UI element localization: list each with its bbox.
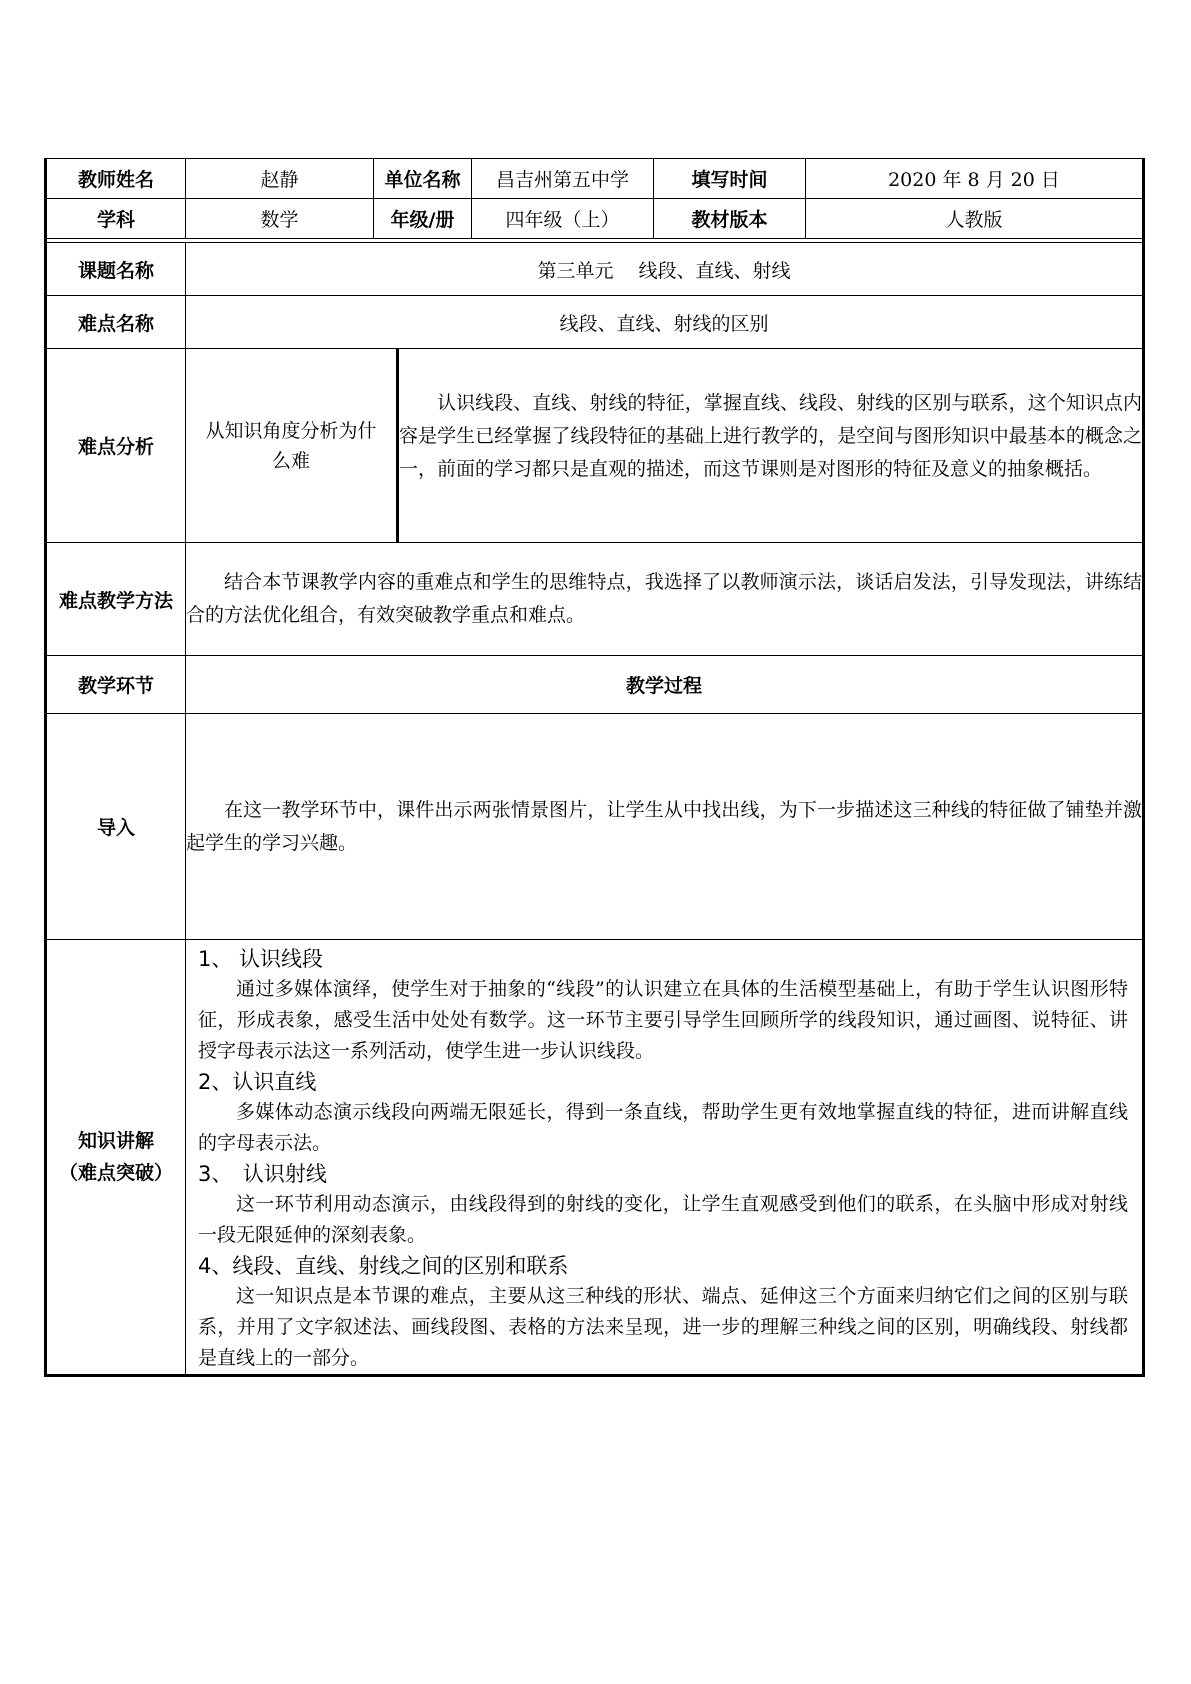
unit-name-value: 昌吉州第五中学 <box>472 159 654 199</box>
difficulty-row <box>46 296 1144 349</box>
section-4-title: 4、线段、直线、射线之间的区别和联系 <box>198 1254 569 1278</box>
analysis-row <box>46 349 1144 543</box>
grade-value: 四年级（上） <box>472 199 654 239</box>
header-row-1 <box>46 159 1144 199</box>
method-text: 结合本节课教学内容的重难点和学生的思维特点，我选择了以教师演示法，谈话启发法，引导发现法，讲练结合的方法优化组合，有效突破教学重点和难点。 <box>186 543 1144 656</box>
teacher-name-value: 赵静 <box>186 159 374 199</box>
difficulty-value: 线段、直线、射线的区别 <box>186 296 1144 349</box>
fill-date-label: 填写时间 <box>654 159 806 199</box>
section-1-title: 1、 认识线段 <box>198 947 324 971</box>
section-3 <box>186 1159 1142 1251</box>
section-1-text: 通过多媒体演绎，使学生对于抽象的“线段”的认识建立在具体的生活模型基础上，有助于学生认识图形特征，形成表象，感受生活中处处有数学。这一环节主要引导学生回顾所学的线段知识，通过画图、说特征、讲授字母表示法这一系列活动，使学生进一步认识线段。 <box>198 978 1128 1062</box>
section-4-text: 这一知识点是本节课的难点，主要从这三种线的形状、端点、延伸这三个方面来归纳它们之间的区别与联系，并用了文字叙述法、画线段图、表格的方法来呈现，进一步的理解三种线之间的区别，明确线段、射线都是直线上的一部分。 <box>198 1285 1128 1369</box>
topic-label: 课题名称 <box>46 243 186 296</box>
section-1 <box>186 944 1142 1067</box>
knowledge-label-line2: （难点突破） <box>58 1162 173 1184</box>
intro-row <box>46 714 1144 940</box>
unit-name-label: 单位名称 <box>374 159 472 199</box>
section-2-title: 2、认识直线 <box>198 1070 317 1094</box>
difficulty-label: 难点名称 <box>46 296 186 349</box>
process-content-header: 教学过程 <box>186 656 1144 714</box>
form-table <box>44 158 1145 1377</box>
process-step-header: 教学环节 <box>46 656 186 714</box>
topic-value: 第三单元 线段、直线、射线 <box>186 243 1144 296</box>
analysis-inner <box>186 349 1142 542</box>
intro-label: 导入 <box>46 714 186 940</box>
topic-row <box>46 243 1144 296</box>
header-row-2 <box>46 199 1144 239</box>
process-header-row <box>46 656 1144 714</box>
section-4 <box>186 1251 1142 1374</box>
subject-label: 学科 <box>46 199 186 239</box>
analysis-sublabel: 从知识角度分析为什么难 <box>186 349 398 542</box>
section-2 <box>186 1067 1142 1159</box>
subject-value: 数学 <box>186 199 374 239</box>
knowledge-label-line1: 知识讲解 <box>77 1130 154 1152</box>
analysis-label: 难点分析 <box>46 349 186 543</box>
analysis-cell <box>186 349 1144 543</box>
section-3-title: 3、 认识射线 <box>198 1162 327 1186</box>
analysis-text: 认识线段、直线、射线的特征，掌握直线、线段、射线的区别与联系，这个知识点内容是学生已经掌握了线段特征的基础上进行教学的，是空间与图形知识中最基本的概念之一，前面的学习都只是直观的描述，而这节课则是对图形的特征及意义的抽象概括。 <box>399 392 1142 480</box>
knowledge-row <box>46 940 1144 1376</box>
method-row <box>46 543 1144 656</box>
edition-value: 人教版 <box>806 199 1144 239</box>
edition-label: 教材版本 <box>654 199 806 239</box>
grade-label: 年级/册 <box>374 199 472 239</box>
section-2-text: 多媒体动态演示线段向两端无限延长，得到一条直线，帮助学生更有效地掌握直线的特征，进而讲解直线的字母表示法。 <box>198 1101 1128 1154</box>
method-label: 难点教学方法 <box>46 543 186 656</box>
knowledge-content <box>186 940 1144 1376</box>
lesson-form <box>44 158 1142 1377</box>
knowledge-label <box>46 940 186 1376</box>
intro-text: 在这一教学环节中，课件出示两张情景图片，让学生从中找出线，为下一步描述这三种线的特征做了铺垫并激起学生的学习兴趣。 <box>186 714 1144 940</box>
teacher-name-label: 教师姓名 <box>46 159 186 199</box>
fill-date-value: 2020 年 8 月 20 日 <box>806 159 1144 199</box>
section-3-text: 这一环节利用动态演示，由线段得到的射线的变化，让学生直观感受到他们的联系，在头脑中形成对射线一段无限延伸的深刻表象。 <box>198 1193 1128 1246</box>
